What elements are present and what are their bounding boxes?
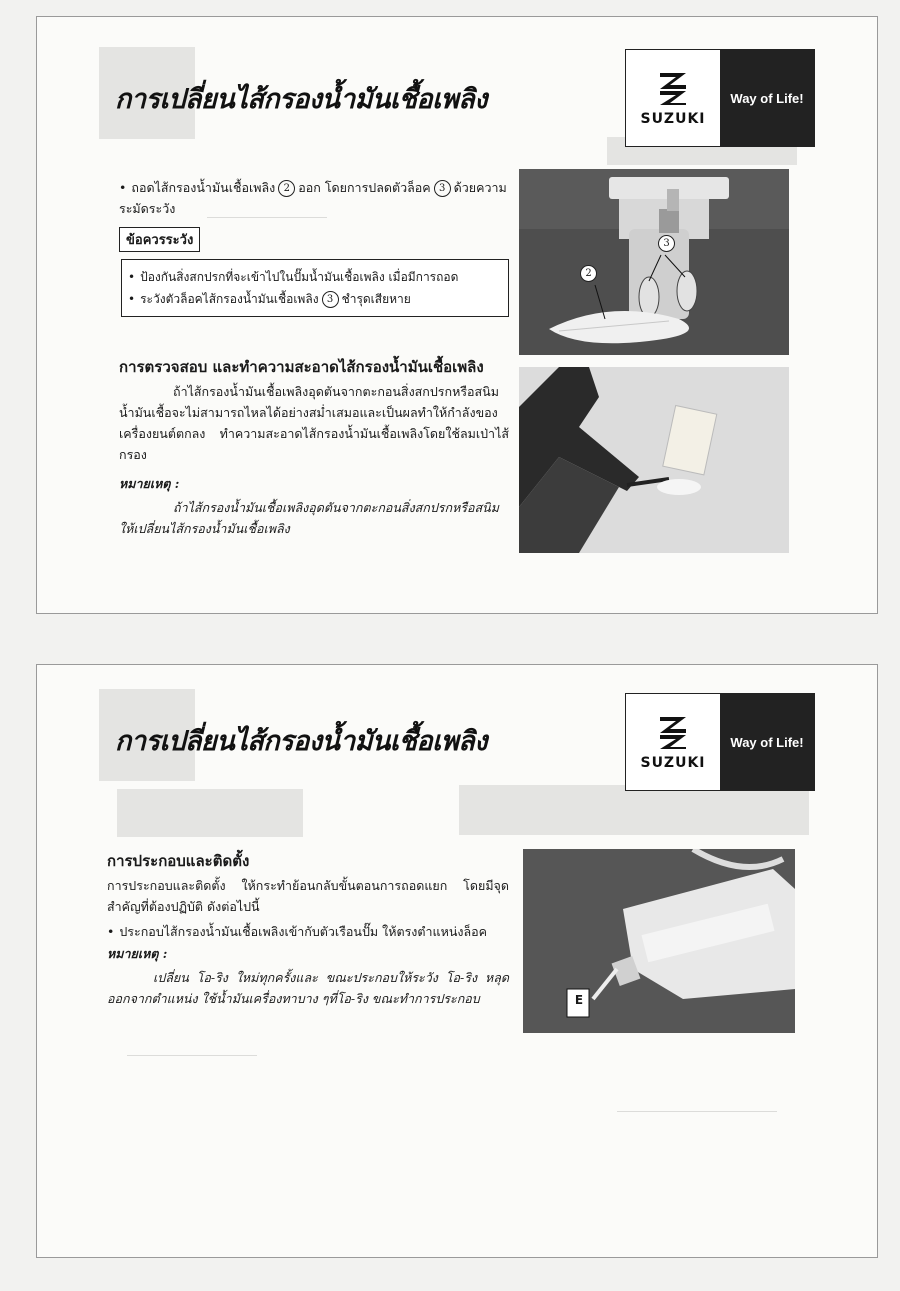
ref-circle-3: 3: [434, 180, 451, 197]
bleed-through-block: [117, 789, 303, 837]
step-part2: ออก โดยการปลดตัวล็อค: [298, 180, 431, 195]
callout-filter: 2: [580, 265, 597, 282]
brand-tagline: Way of Life!: [720, 50, 814, 146]
note-label: หมายเหตุ :: [107, 946, 168, 961]
brand-box: [625, 49, 815, 147]
suzuki-s-icon: [656, 69, 690, 107]
caution-item-2: [128, 288, 502, 310]
bleed-through-line: [617, 1111, 777, 1112]
caution-item-1: • ป้องกันสิ่งสกปรกที่จะเข้าไปในปั๊มน้ำมันเชื้อเพลิง เมื่อมีการถอด: [128, 266, 502, 288]
ref-circle-3: 3: [322, 291, 339, 308]
slide-fuel-filter-removal: [36, 16, 878, 614]
ref-circle-2: 2: [278, 180, 295, 197]
assembly-heading: การประกอบและติดตั้ง: [107, 852, 250, 870]
photo-pump-filter: [519, 169, 789, 355]
photo-oring-assembly: [523, 849, 795, 1033]
inspect-heading: การตรวจสอบ และทำความสะอาดไส้กรองน้ำมันเชื้อเพลิง: [119, 358, 484, 376]
step-part3: ด้วยความระมัดระวัง: [119, 180, 507, 216]
caution-item-2-a: • ระวังตัวล็อคไส้กรองน้ำมันเชื้อเพลิง: [128, 292, 319, 306]
step-part1: • ถอดไส้กรองน้ำมันเชื้อเพลิง: [119, 180, 275, 195]
page-title: การเปลี่ยนไส้กรองน้ำมันเชื้อเพลิง: [115, 84, 487, 115]
assembly-note: เปลี่ยน โอ-ริง ใหม่ทุกครั้งและ ขณะประกอบให้ระวัง โอ-ริง หลุดออกจากตำแหน่ง ใช้น้ำมันเครื่องทาบาง ๆที่โอ-ริง ขณะทำการประกอบ: [107, 970, 509, 1006]
brand-name: SUZUKI: [640, 755, 706, 771]
inspect-note: ถ้าไส้กรองน้ำมันเชื้อเพลิงอุดตันจากตะกอนสิ่งสกปรกหรือสนิมให้เปลี่ยนไส้กรองน้ำมันเชื้อเพลิง: [119, 500, 499, 536]
note-label: หมายเหตุ :: [119, 476, 180, 491]
suzuki-logo: [626, 694, 720, 790]
slide-fuel-filter-assembly: [36, 664, 878, 1258]
oil-label-icon: E: [574, 993, 584, 1007]
removal-step: [119, 177, 511, 219]
inspect-body: ถ้าไส้กรองน้ำมันเชื้อเพลิงอุดตันจากตะกอนสิ่งสกปรกหรือสนิมน้ำมันเชื้อจะไม่สามารถไหลได้อย่างสม่ำเสมอและเป็นผลทำให้กำลังของเครื่องยนต์ตกลง ทำความสะอาดไส้กรองน้ำมันเชื้อเพลิงโดยใช้ลมเป่าไส้กรอง: [119, 384, 509, 462]
brand-tagline: Way of Life!: [720, 694, 814, 790]
assembly-body: การประกอบและติดตั้ง ให้กระทำย้อนกลับขั้นตอนการถอดแยก โดยมีจุดสำคัญที่ต้องปฏิบัติ ดังต่อไปนี้: [107, 878, 509, 914]
callout-lock: 3: [658, 235, 675, 252]
suzuki-s-icon: [656, 713, 690, 751]
photo-air-blow-filter: [519, 367, 789, 553]
suzuki-logo: [626, 50, 720, 146]
page-title: การเปลี่ยนไส้กรองน้ำมันเชื้อเพลิง: [115, 726, 487, 757]
bleed-through-line: [127, 1055, 257, 1056]
brand-name: SUZUKI: [640, 111, 706, 127]
bleed-through-block: [459, 785, 809, 835]
assembly-step: • ประกอบไส้กรองน้ำมันเชื้อเพลิงเข้ากับตัวเรือนปั๊ม ให้ตรงตำแหน่งล็อค: [107, 921, 517, 942]
caution-box: [121, 259, 509, 317]
caution-label: ข้อควรระวัง: [119, 227, 200, 252]
caution-item-2-b: ชำรุดเสียหาย: [341, 292, 411, 306]
brand-box: [625, 693, 815, 791]
